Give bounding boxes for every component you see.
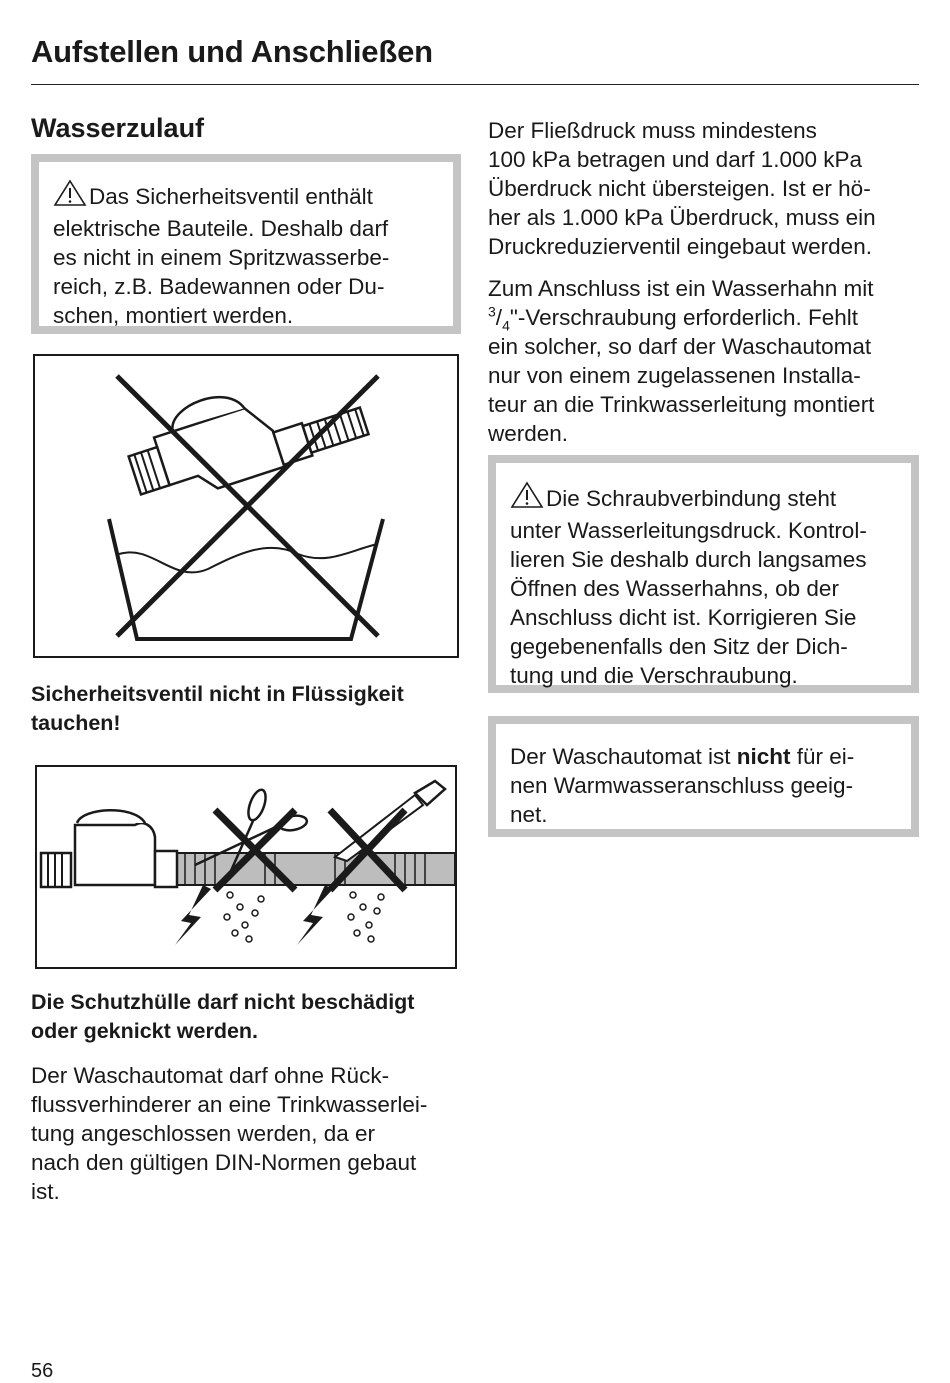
warning-box-screw-connection bbox=[488, 455, 919, 693]
warning-line: elektrische Bauteile. Deshalb darf bbox=[53, 216, 389, 241]
warning-triangle-icon bbox=[53, 179, 87, 214]
pressure-paragraph: Der Fließdruck muss mindestens 100 kPa betragen und darf 1.000 kPa Überdruck nicht übersteigen. Ist er hö- her als 1.000 kPa Überdruck, muss ein Druckreduzierventil eingebaut werden. bbox=[488, 118, 876, 259]
warning-line: Die Schraubverbindung steht bbox=[510, 481, 915, 516]
warning-line: es nicht in einem Spritzwasserbe- bbox=[53, 245, 390, 270]
warning-box-safety-valve bbox=[31, 154, 461, 334]
warning-line: unter Wasserleitungsdruck. Kontrol- bbox=[510, 518, 867, 543]
warning-line: schen, montiert werden. bbox=[53, 303, 294, 328]
page-number: 56 bbox=[31, 1360, 54, 1382]
fraction-line: $^3/_4$"-Verschraubung erforderlich. Fehlt bbox=[488, 303, 859, 334]
connection-paragraph: Zum Anschluss ist ein Wasserhahn mit $^3/_4$"-Verschraubung erforderlich. Fehlt ein solcher, so darf der Waschautomat nur von einem zugelassenen Installa- teur an die Trinkwasserleitung montiert werden. bbox=[488, 274, 928, 448]
note-line: Der Waschautomat ist nicht für ei- bbox=[510, 744, 855, 769]
figure1-caption: Sicherheitsventil nicht in Flüssigkeit tauchen! bbox=[31, 682, 404, 735]
warning-line: Öffnen des Wasserhahns, ob der bbox=[510, 576, 839, 601]
note-line: net. bbox=[510, 802, 548, 827]
warning-triangle-icon bbox=[510, 481, 544, 516]
section-heading: Wasserzulauf bbox=[31, 113, 205, 143]
note-box-warm-water bbox=[488, 716, 919, 837]
warning-line: lieren Sie deshalb durch langsames bbox=[510, 547, 867, 572]
warning-line: gegebenenfalls den Sitz der Dich- bbox=[510, 634, 848, 659]
figure2-caption: Die Schutzhülle darf nicht beschädigt oder geknickt werden. bbox=[31, 990, 415, 1043]
warning-line: Anschluss dicht ist. Korrigieren Sie bbox=[510, 605, 857, 630]
backflow-paragraph: Der Waschautomat darf ohne Rück- flussverhinderer an eine Trinkwasserlei- tung angeschlossen werden, da er nach den gültigen DIN-Normen gebaut ist. bbox=[31, 1063, 428, 1204]
warning-line: tung und die Verschraubung. bbox=[510, 663, 798, 688]
page-title: Aufstellen und Anschließen bbox=[31, 34, 433, 69]
warning-line: Das Sicherheitsventil enthält bbox=[53, 179, 453, 214]
figure-valve-in-water-illustration bbox=[33, 354, 459, 658]
figure-hose-damage-illustration bbox=[35, 765, 457, 969]
note-line: nen Warmwasseranschluss geeig- bbox=[510, 773, 854, 798]
title-divider bbox=[31, 84, 919, 85]
warning-line: reich, z.B. Badewannen oder Du- bbox=[53, 274, 385, 299]
